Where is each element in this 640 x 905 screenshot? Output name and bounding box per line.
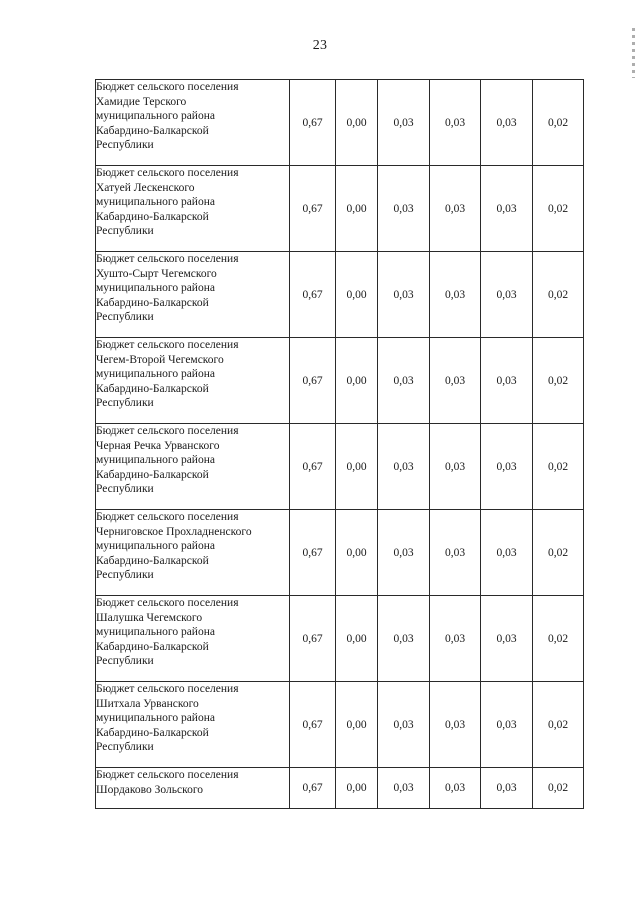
budget-name-cell: Бюджет сельского поселения Черная Речка Урванского муниципального района Кабардино-Балкарской Республики (96, 424, 290, 510)
page-number: 23 (312, 38, 328, 53)
value-cell: 0,00 (336, 596, 378, 682)
value-cell: 0,03 (430, 252, 481, 338)
value-cell: 0,03 (378, 510, 430, 596)
value-cell: 0,03 (378, 768, 430, 809)
value-cell: 0,03 (430, 80, 481, 166)
table-row (96, 596, 584, 682)
value-cell: 0,67 (290, 510, 336, 596)
value-cell: 0,67 (290, 424, 336, 510)
value-cell: 0,00 (336, 682, 378, 768)
budget-name-cell: Бюджет сельского поселения Чегем-Второй Чегемского муниципального района Кабардино-Балкарской Республики (96, 338, 290, 424)
value-cell: 0,03 (378, 80, 430, 166)
value-cell: 0,03 (378, 596, 430, 682)
scan-edge-mark (632, 28, 635, 78)
value-cell: 0,67 (290, 166, 336, 252)
value-cell: 0,02 (533, 252, 584, 338)
value-cell: 0,00 (336, 166, 378, 252)
value-cell: 0,00 (336, 424, 378, 510)
value-cell: 0,02 (533, 338, 584, 424)
table-row (96, 424, 584, 510)
value-cell: 0,00 (336, 80, 378, 166)
value-cell: 0,02 (533, 166, 584, 252)
value-cell: 0,02 (533, 80, 584, 166)
value-cell: 0,00 (336, 338, 378, 424)
value-cell: 0,00 (336, 252, 378, 338)
value-cell: 0,02 (533, 424, 584, 510)
budget-name-cell: Бюджет сельского поселения Хушто-Сырт Чегемского муниципального района Кабардино-Балкарской Республики (96, 252, 290, 338)
value-cell: 0,67 (290, 80, 336, 166)
value-cell: 0,03 (481, 166, 533, 252)
table-body (96, 80, 584, 809)
budget-name-cell: Бюджет сельского поселения Черниговское Прохладненского муниципального района Кабардино-Балкарской Республики (96, 510, 290, 596)
budget-name-cell: Бюджет сельского поселения Шордаково Зольского (96, 768, 290, 809)
value-cell: 0,00 (336, 768, 378, 809)
value-cell: 0,02 (533, 768, 584, 809)
budget-name-cell: Бюджет сельского поселения Хамидие Терского муниципального района Кабардино-Балкарской Республики (96, 80, 290, 166)
value-cell: 0,02 (533, 682, 584, 768)
table-row (96, 510, 584, 596)
value-cell: 0,67 (290, 252, 336, 338)
value-cell: 0,67 (290, 682, 336, 768)
budget-name-cell: Бюджет сельского поселения Хатуей Лескенского муниципального района Кабардино-Балкарской Республики (96, 166, 290, 252)
value-cell: 0,03 (481, 338, 533, 424)
value-cell: 0,03 (378, 252, 430, 338)
value-cell: 0,03 (430, 596, 481, 682)
value-cell: 0,02 (533, 596, 584, 682)
value-cell: 0,03 (430, 338, 481, 424)
value-cell: 0,03 (481, 510, 533, 596)
budget-name-cell: Бюджет сельского поселения Шалушка Чегемского муниципального района Кабардино-Балкарской Республики (96, 596, 290, 682)
value-cell: 0,03 (481, 252, 533, 338)
value-cell: 0,03 (481, 596, 533, 682)
table-row (96, 768, 584, 809)
value-cell: 0,03 (430, 166, 481, 252)
value-cell: 0,67 (290, 768, 336, 809)
budget-distribution-table (95, 79, 584, 809)
table-row (96, 166, 584, 252)
value-cell: 0,02 (533, 510, 584, 596)
value-cell: 0,03 (378, 682, 430, 768)
value-cell: 0,03 (481, 424, 533, 510)
table-row (96, 80, 584, 166)
value-cell: 0,00 (336, 510, 378, 596)
value-cell: 0,03 (430, 768, 481, 809)
table-row (96, 682, 584, 768)
value-cell: 0,03 (481, 768, 533, 809)
value-cell: 0,03 (481, 80, 533, 166)
value-cell: 0,03 (378, 166, 430, 252)
value-cell: 0,03 (378, 424, 430, 510)
value-cell: 0,67 (290, 596, 336, 682)
table-row (96, 338, 584, 424)
value-cell: 0,03 (430, 510, 481, 596)
value-cell: 0,03 (430, 682, 481, 768)
value-cell: 0,03 (378, 338, 430, 424)
value-cell: 0,03 (481, 682, 533, 768)
value-cell: 0,67 (290, 338, 336, 424)
value-cell: 0,03 (430, 424, 481, 510)
table-row (96, 252, 584, 338)
budget-name-cell: Бюджет сельского поселения Шитхала Урванского муниципального района Кабардино-Балкарской Республики (96, 682, 290, 768)
